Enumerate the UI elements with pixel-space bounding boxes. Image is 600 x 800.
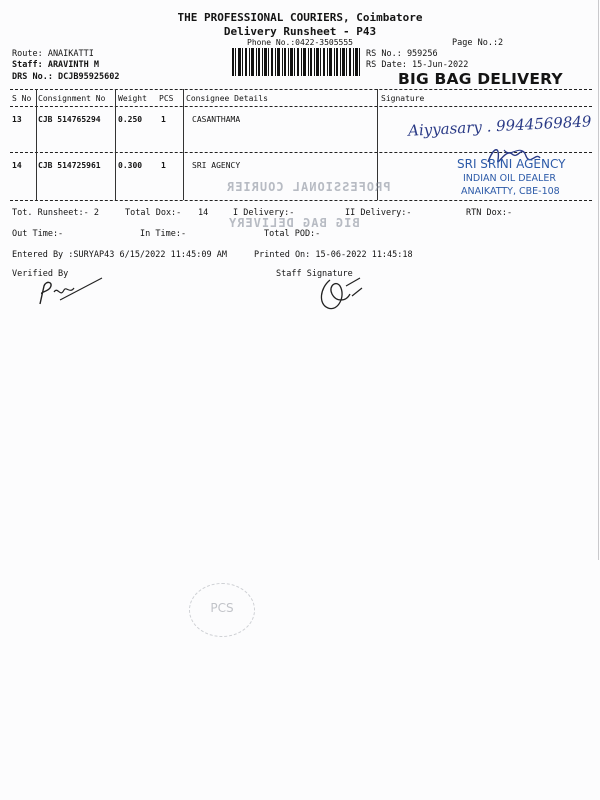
staff-name: Staff: ARAVINTH M [12,60,99,70]
total-dox-label: Total Dox:- [125,208,182,218]
out-time: Out Time:- [12,229,64,239]
table-header-rule [10,106,592,107]
runsheet-title: Delivery Runsheet - P43 [223,25,377,38]
watermark-text: BIG BAG DELIVERY [228,216,360,230]
phone-number: Phone No.:0422-3505555 [247,38,353,47]
row-weight: 0.300 [118,161,143,170]
agency-stamp-line2: INDIAN OIL DEALER [463,173,556,184]
row-consignment: CJB 514765294 [38,115,101,124]
route: Route: ANAIKATTI [12,49,94,59]
i-delivery: I Delivery:- [233,208,295,218]
verified-by-label: Verified By [12,269,69,279]
staff-signature-icon [316,274,366,314]
entered-by: Entered By :SURYAP43 6/15/2022 11:45:09 AM [12,250,227,260]
table-top-rule [10,89,592,90]
row-weight: 0.250 [118,115,143,124]
col-divider [115,89,116,200]
staff-signature-label: Staff Signature [276,269,353,279]
rs-date: RS Date: 15-Jun-2022 [366,60,469,70]
col-header-consignment: Consignment No [38,94,106,103]
watermark-text: PROFESSIONAL COURIER [226,180,391,194]
row-consignee: CASANTHAMA [192,115,241,124]
verified-signature-icon [30,274,106,308]
col-header-pcs: PCS [159,94,174,103]
col-divider [183,89,184,200]
col-header-signature: Signature [381,94,425,103]
faded-stamp-text: PCS [210,601,234,615]
col-divider [36,89,37,200]
in-time: In Time:- [140,229,187,239]
col-header-sno: S No [12,94,32,103]
company-title: THE PROFESSIONAL COURIERS, Coimbatore [177,11,423,24]
barcode [232,48,360,76]
total-pod: Total POD:- [264,229,321,239]
rs-number: RS No.: 959256 [366,49,438,59]
row-pcs: 1 [161,161,166,170]
scan-edge [598,0,599,560]
big-bag-stamp: BIG BAG DELIVERY [398,70,563,88]
row-pcs: 1 [161,115,166,124]
tot-runsheet: Tot. Runsheet:- 2 [12,208,99,218]
rtn-dox: RTN Dox:- [466,208,513,218]
agency-stamp-line3: ANAIKATTY, CBE-108 [461,186,560,197]
total-dox-value: 14 [198,208,209,218]
printed-on: Printed On: 15-06-2022 11:45:18 [254,250,413,260]
row-sno: 14 [12,161,22,170]
col-header-consignee: Consignee Details [186,94,268,103]
agency-stamp-name: SRI SRINI AGENCY [457,157,566,171]
drs-number: DRS No.: DCJB95925602 [12,72,120,82]
col-header-weight: Weight [118,94,147,103]
table-bottom-rule [10,200,592,201]
row-sno: 13 [12,115,22,124]
ii-delivery: II Delivery:- [345,208,412,218]
row-consignee: SRI AGENCY [192,161,241,170]
page-number: Page No.:2 [452,38,504,48]
row-consignment: CJB 514725961 [38,161,101,170]
faded-circular-stamp [189,583,255,637]
handwritten-receiver-name: Aiyyasary . 9944569849 [407,112,592,140]
